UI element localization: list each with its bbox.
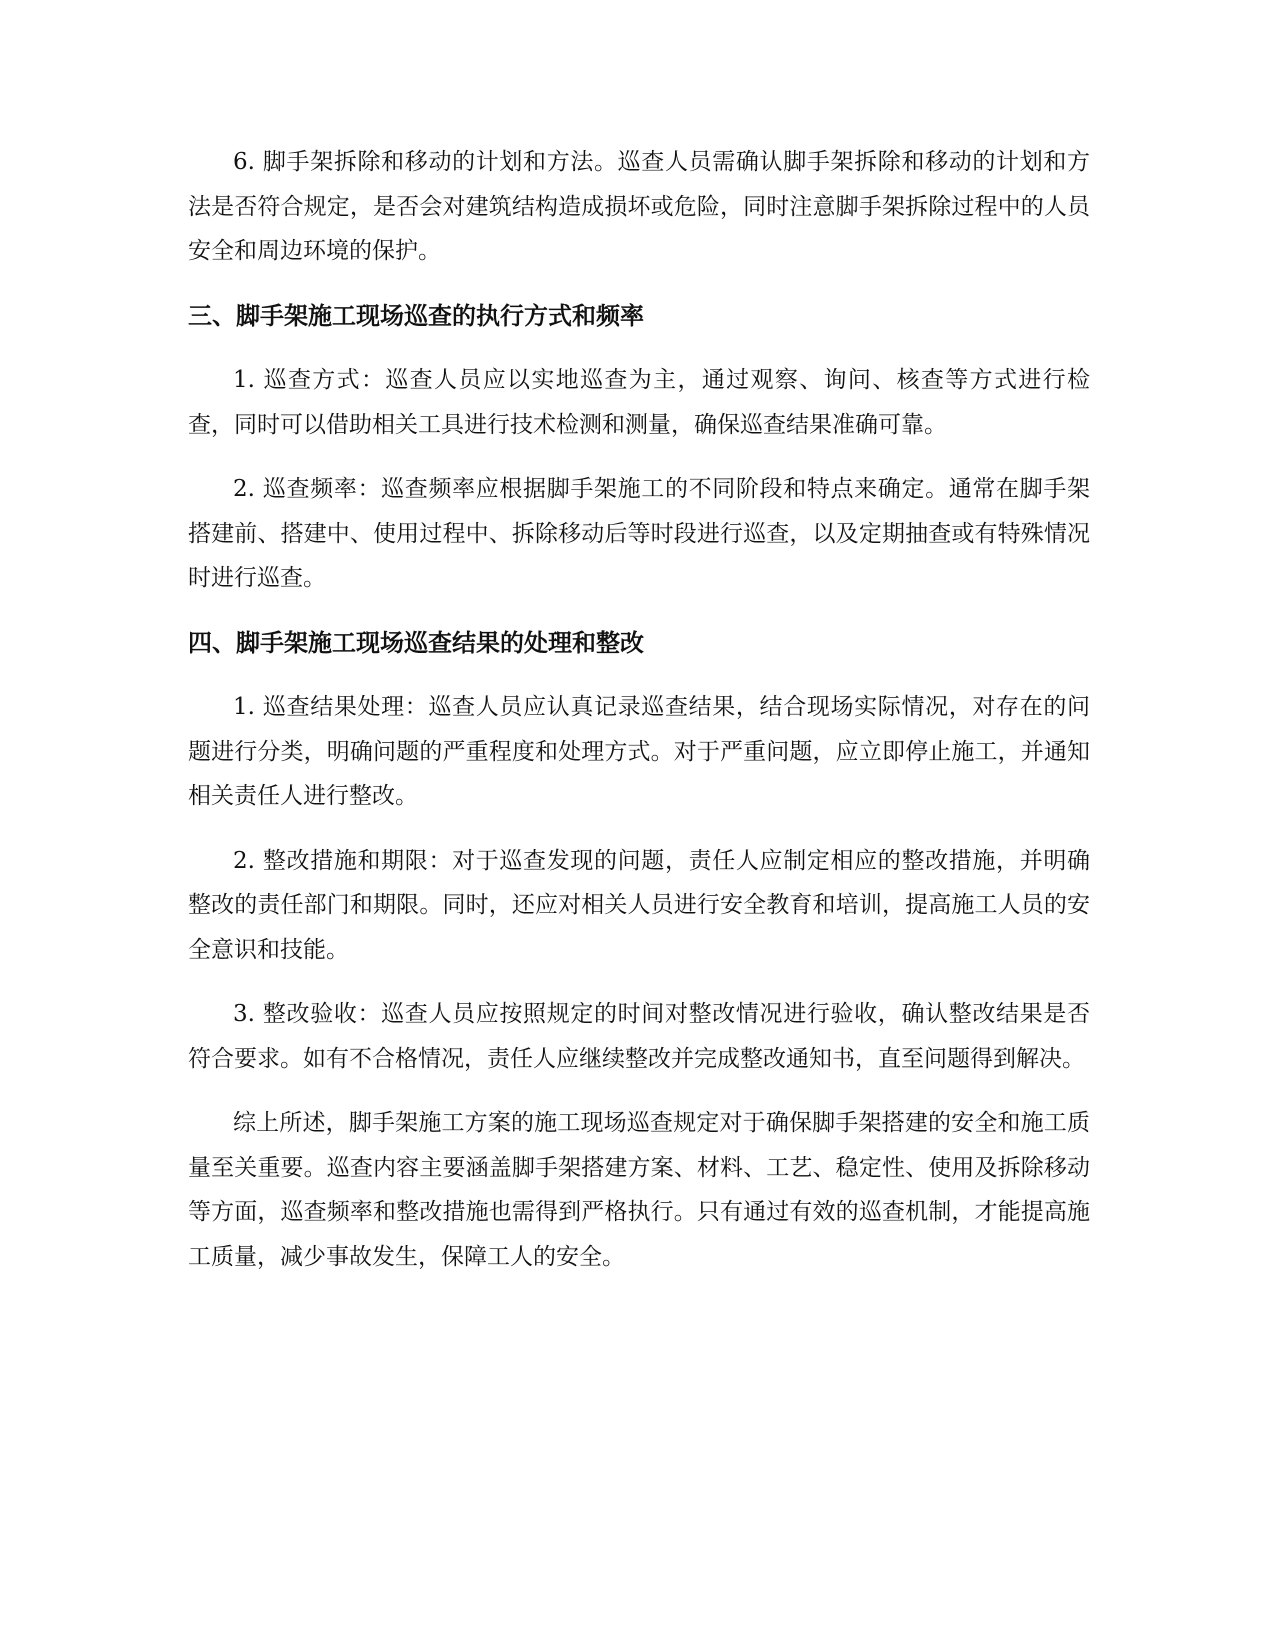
paragraph-rectification-acceptance: 3. 整改验收：巡查人员应按照规定的时间对整改情况进行验收，确认整改结果是否符合要求。如有不合格情况，责任人应继续整改并完成整改通知书，直至问题得到解决。 — [188, 1001, 1090, 1072]
paragraph-rectification-measures: 2. 整改措施和期限：对于巡查发现的问题，责任人应制定相应的整改措施，并明确整改的责任部门和期限。同时，还应对相关人员进行安全教育和培训，提高施工人员的安全意识和技能。 — [188, 847, 1090, 963]
paragraph-conclusion: 综上所述，脚手架施工方案的施工现场巡查规定对于确保脚手架搭建的安全和施工质量至关重要。巡查内容主要涵盖脚手架搭建方案、材料、工艺、稳定性、使用及拆除移动等方面，巡查频率和整改措施也需得到严格执行。只有通过有效的巡查机制，才能提高施工质量，减少事故发生，保障工人的安全。 — [188, 1110, 1090, 1270]
paragraph-inspection-method: 1. 巡查方式：巡查人员应以实地巡查为主，通过观察、询问、核查等方式进行检查，同时可以借助相关工具进行技术检测和测量，确保巡查结果准确可靠。 — [188, 367, 1090, 438]
paragraph-dismantling-plan: 6. 脚手架拆除和移动的计划和方法。巡查人员需确认脚手架拆除和移动的计划和方法是否符合规定，是否会对建筑结构造成损坏或危险，同时注意脚手架拆除过程中的人员安全和周边环境的保护。 — [188, 149, 1090, 264]
section-heading-4: 四、脚手架施工现场巡查结果的处理和整改 — [188, 628, 644, 657]
paragraph-result-handling: 1. 巡查结果处理：巡查人员应认真记录巡查结果，结合现场实际情况，对存在的问题进行分类，明确问题的严重程度和处理方式。对于严重问题，应立即停止施工，并通知相关责任人进行整改。 — [188, 694, 1090, 809]
section-heading-3: 三、脚手架施工现场巡查的执行方式和频率 — [188, 301, 644, 330]
paragraph-inspection-frequency: 2. 巡查频率：巡查频率应根据脚手架施工的不同阶段和特点来确定。通常在脚手架搭建前、搭建中、使用过程中、拆除移动后等时段进行巡查，以及定期抽查或有特殊情况时进行巡查。 — [188, 476, 1090, 591]
document-body — [188, 140, 1090, 1299]
